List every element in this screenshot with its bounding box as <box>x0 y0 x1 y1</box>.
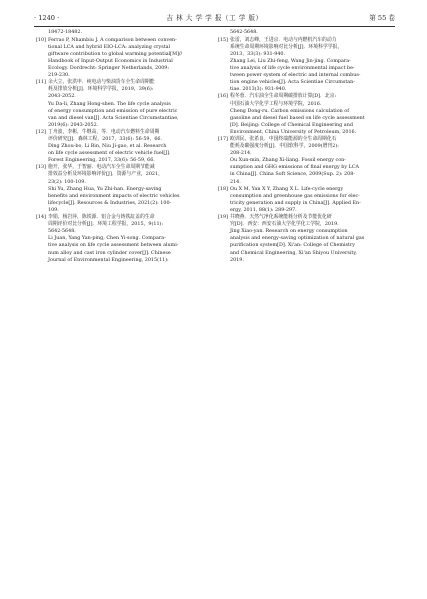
journal-title: 吉 林 大 学 学 报（工 学 版） <box>166 14 263 22</box>
reference-text: 欧训民，张希良．中国终端能源的全生命周期化石 能耗及碳强度分析[J]．中国软科学，2009(增刊2): 208-214. Ou Xun-min, Zhang Xi-liang. Fossil energy con- sumption and GHG emissions of final energy by LCA in China[J]. China Soft Science, 2009(Sup. 2): 208- 214. <box>230 136 360 185</box>
reference-text: 18472-18482. <box>48 29 82 35</box>
page-number: · 1240 · <box>34 14 60 22</box>
reference-text: 施开，张华，于智丽．电动汽车全生命周期节能减 排效益分析及环境影响评价[J]．资源与产业，2021， 23(2): 100-109. Shi Yu, Zhang Hua, Yu Zhi-han. Energy-saving benefits and environment impacts of electric vehicles lifecycle[J]. Resources & Industries, 2021(2): 100- 109. <box>48 164 180 213</box>
reference-continuation <box>218 29 394 36</box>
reference-item <box>36 79 212 129</box>
reference-text: Ferrao P, Nhambiu J. A comparison between conven- tional LCA and hybrid EIO-LCA: analyzing crystal giftware contribution to global warming potential[M]// Handbook of Input-Output Economics in Industrial Ecology. Dordrecht: Springer Netherlands, 2009: 219-230. <box>48 36 183 79</box>
reference-text: 5642-5648. <box>230 29 258 35</box>
reference-number: [17] <box>218 136 228 142</box>
reference-number: [12] <box>36 128 46 135</box>
reference-item <box>218 186 394 214</box>
reference-number: [11] <box>36 79 46 86</box>
reference-item <box>218 214 394 264</box>
reference-text: 李娟，杨岩萍，陈铁源．铝合金与铸铁缸盖的生命 周期评价对比分析[J]．环境工程学报，2015，9(11): 5642-5648. Li Juan, Yang Yan-ping, Chen Yi-song. Compara- tive analysis on life cycle assessment between alumi- num alloy and cast iron cylinder cover[J]. Chinese Journal of Environmental Engineering, 2015(11): <box>48 214 179 263</box>
reference-item <box>218 93 394 136</box>
page-header <box>34 10 395 27</box>
reference-number: [18] <box>218 185 228 192</box>
reference-text: 张雷，刘志峰，王进京．电动与内燃机汽车的动力 系统生命周期环境影响对比分析[J]．环境科学学报， 2013，33(3): 931-940. Zhang Lei, Liu Zhi-feng, Wang Jin-jing. Compara- tive analysis of life cycle environmental impact be- tween power system of electric and internal combus- tion engine vehicles[J]. Acta Scientiae Circumstan- tiae. 2013(3): 931-940. <box>230 36 361 93</box>
reference-number: [16] <box>218 93 228 100</box>
references-left-column <box>36 29 212 264</box>
reference-item <box>218 37 394 94</box>
reference-number: [14] <box>36 214 46 221</box>
reference-text: 程冬蓉．汽车油全生命周期碳排放计算[D]．北京: 中国石油大学化学工程与环境学院，2016. Cheng Dong-ru. Carbon emissions calculation of gasoline and diesel fuel based on life cycle assessment [D]. Beijing: College of Chemical Engineering and Environment, China University of Petroleum, 2016. <box>230 93 365 135</box>
reference-number: [19] <box>218 214 228 221</box>
reference-item <box>218 136 394 186</box>
reference-item <box>36 129 212 164</box>
reference-item <box>36 164 212 214</box>
reference-number: [15] <box>218 36 228 43</box>
reference-text: 丁舟波，李彬，牛继高，等．电动汽车燃料生命周期 评价研究[J]．森林工程，2017，33(6): 56-59，66. Ding Zhou-bo, Li Bin, Niu Ji-gao, et al. Research on life cycle assessment of electric vehicle fuel[J]. Forest Engineering, 2017, 33(6): 56-59, 66. <box>48 128 171 164</box>
reference-number: [10] <box>36 36 46 43</box>
reference-item <box>36 214 212 264</box>
reference-text: 井晓燕．天然气净化系统能耗分析及节能优化研 究[D]．西安：西安石油大学化学化工学院，2019. Jing Xiao-yan. Research on energy consumption analysis and energy-saving optimization of natural gas purification system[D]. Xi'an: College of Chemistry and Chemical Engineering, Xi'an Shiyou University, 2019. <box>230 214 365 263</box>
reference-item <box>36 37 212 80</box>
reference-text: Ou X M, Yan X Y, Zhang X L. Life-cycle energy consumption and greenhouse gas emissions for elec- tricity generation and supply in China[J]. Applied En- ergy, 2011, 88(1): 289-297. <box>230 185 361 213</box>
references-right-column <box>218 29 394 264</box>
reference-number: [13] <box>36 164 46 171</box>
reference-text: 余大立，张洪申．纯电动与柴油货车全生命周期能 耗及排放分析[J]．环境科学学报，2019，39(6): 2043-2052. Yu Da-li, Zhang Hong-shen. The life cycle analysis of energy consumption and emission of pure electric van and diesel van[J]. Acta Scientiae Circumstantiae, 2019(6): 2043-2052. <box>48 79 179 128</box>
reference-continuation <box>36 29 212 36</box>
volume-label: 第 55 卷 <box>369 14 395 22</box>
